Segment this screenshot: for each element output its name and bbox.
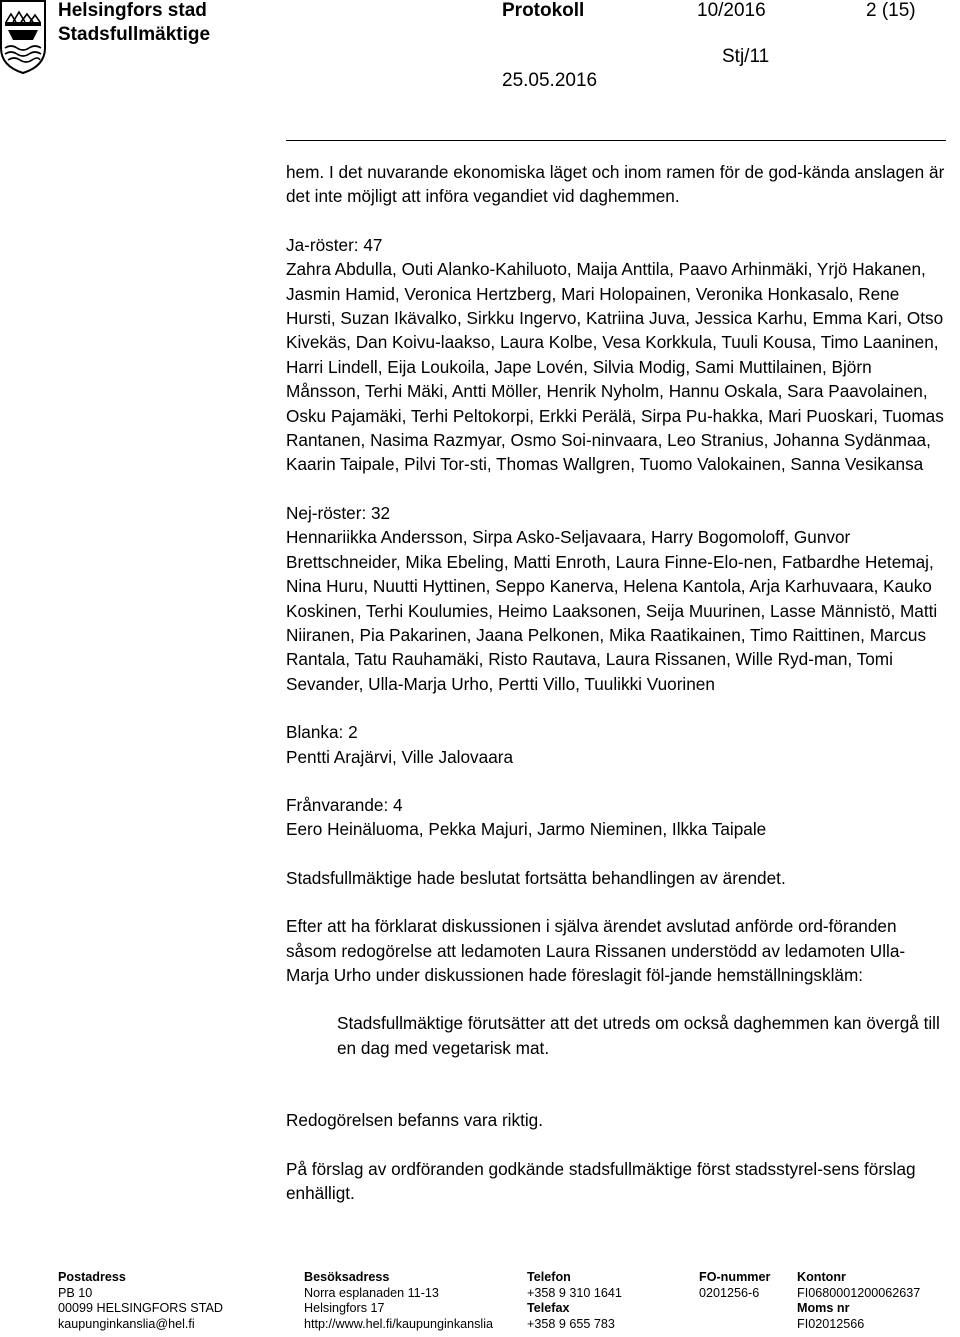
footer-business-id bbox=[699, 1270, 770, 1301]
footer-visiting-address bbox=[304, 1270, 493, 1332]
footer-visiting-label: Besöksadress bbox=[304, 1270, 390, 1284]
footer-fax-label: Telefax bbox=[527, 1301, 570, 1316]
footer-business-id-label: FO-nummer bbox=[699, 1270, 771, 1284]
no-votes-names: Hennariikka Andersson, Sirpa Asko-Seljavaara, Harry Bogomoloff, Gunvor Brettschneider, Mika Ebeling, Matti Enroth, Laura Finne-Elo-nen, Fatbardhe Hetemaj, Nina Huru, Nuutti Hyttinen, Seppo Kanerva, Helena Kantola, Arja Karhuvaara, Kauko Koskinen, Terhi Koulumies, Heimo Laaksonen, Seija Muurinen, Lasse Männistö, Matti Niiranen, Pia Pakarinen, Jaana Pelkonen, Mika Raatikainen, Timo Raittinen, Marcus Rantala, Tatu Rauhamäki, Risto Rautava, Laura Rissanen, Wille Ryd-man, Tomi Sevander, Ulla-Marja Urho, Pertti Villo, Tuulikki Vuorinen bbox=[286, 527, 938, 694]
body-name: Stadsfullmäktige bbox=[58, 24, 211, 45]
paragraph-continue: Stadsfullmäktige hade beslutat fortsätta behandlingen av ärendet. bbox=[286, 867, 786, 888]
footer-account-label: Kontonr bbox=[797, 1270, 846, 1284]
header-divider bbox=[286, 140, 946, 141]
absent-heading: Frånvarande: 4 bbox=[286, 794, 403, 815]
blank-votes-names: Pentti Arajärvi, Ville Jalovaara bbox=[286, 746, 514, 767]
helsinki-crest-logo bbox=[0, 0, 46, 74]
no-votes-heading: Nej-röster: 32 bbox=[286, 502, 391, 523]
footer-visiting-city: Helsingfors 17 bbox=[304, 1301, 385, 1316]
org-name: Helsingfors stad bbox=[58, 0, 207, 21]
footer-email-link[interactable]: kaupunginkanslia@hel.fi bbox=[58, 1316, 195, 1331]
document-body bbox=[286, 160, 946, 1205]
footer-website-link[interactable]: http://www.hel.fi/kaupunginkanslia bbox=[304, 1316, 494, 1331]
protocol-number: 10/2016 bbox=[697, 0, 766, 21]
footer-postal-city: 00099 HELSINGFORS STAD bbox=[58, 1301, 223, 1316]
footer-account bbox=[797, 1270, 920, 1332]
blank-votes-heading: Blanka: 2 bbox=[286, 722, 358, 743]
footer-phone-number: +358 9 310 1641 bbox=[527, 1285, 622, 1300]
footer-postal-label: Postadress bbox=[58, 1270, 126, 1284]
meeting-date: 25.05.2016 bbox=[502, 70, 598, 91]
paragraph-explanation: Efter att ha förklarat diskussionen i själva ärendet avslutad anförde ord-föranden såsom redogörelse att ledamoten Laura Rissanen understödd av ledamoten Ulla-Marja Urho under diskussionen hade föreslagit föl-jande hemställningskläm: bbox=[286, 916, 906, 985]
paragraph-approved: Redogörelsen befanns vara riktig. bbox=[286, 1110, 544, 1131]
footer-phone-label: Telefon bbox=[527, 1270, 571, 1284]
footer-business-id-value: 0201256-6 bbox=[699, 1285, 760, 1300]
page-number: 2 (15) bbox=[866, 0, 916, 21]
absent-names: Eero Heinäluoma, Pekka Majuri, Jarmo Nieminen, Ilkka Taipale bbox=[286, 819, 767, 840]
yes-votes-names: Zahra Abdulla, Outi Alanko-Kahiluoto, Maija Anttila, Paavo Arhinmäki, Yrjö Hakanen, Jasmin Hamid, Veronica Hertzberg, Mari Holopainen, Veronika Honkasalo, Rene Hursti, Suzan Ikävalko, Sirkku Ingervo, Katriina Juva, Jessica Karhu, Emma Kari, Otso Kivekäs, Dan Koivu-laakso, Laura Kolbe, Vesa Korkkula, Tuuli Kousa, Timo Laaninen, Harri Lindell, Eija Loukoila, Jape Lovén, Silvia Modig, Sami Muttilainen, Björn Månsson, Terhi Mäki, Antti Möller, Henrik Nyholm, Hannu Oskala, Sara Paavolainen, Osku Pajamäki, Terhi Peltokorpi, Erkki Perälä, Sirpa Pu-hakka, Mari Puoskari, Tuomas Rantanen, Nasima Razmyar, Osmo Soi-ninvaara, Leo Stranius, Johanna Sydänmaa, Kaarin Taipale, Pilvi Tor-sti, Thomas Wallgren, Tuomo Valokainen, Sanna Vesikansa bbox=[286, 259, 944, 475]
footer-account-number: FI0680001200062637 bbox=[797, 1285, 921, 1300]
footer-vat-label: Moms nr bbox=[797, 1301, 850, 1316]
footer-fax-number: +358 9 655 783 bbox=[527, 1316, 615, 1331]
doc-type: Protokoll bbox=[502, 0, 585, 21]
yes-votes-heading: Ja-röster: 47 bbox=[286, 234, 383, 255]
footer-street: Norra esplanaden 11-13 bbox=[304, 1285, 439, 1300]
reference-code: Stj/11 bbox=[722, 46, 770, 67]
footer-phone bbox=[527, 1270, 622, 1332]
paragraph-final-decision: På förslag av ordföranden godkände stadsfullmäktige först stadsstyrel-sens förslag enhälligt. bbox=[286, 1158, 916, 1203]
footer-vat-number: FI02012566 bbox=[797, 1316, 865, 1331]
footer-postal-address bbox=[58, 1270, 223, 1332]
footer-po-box: PB 10 bbox=[58, 1285, 93, 1300]
paragraph-intro: hem. I det nuvarande ekonomiska läget och inom ramen för de god-kända anslagen är det inte möjligt att införa vegandiet vid daghemmen. bbox=[286, 162, 945, 207]
resolution-quote: Stadsfullmäktige förutsätter att det utreds om också daghemmen kan övergå till en dag med vegetarisk mat. bbox=[337, 1013, 940, 1058]
